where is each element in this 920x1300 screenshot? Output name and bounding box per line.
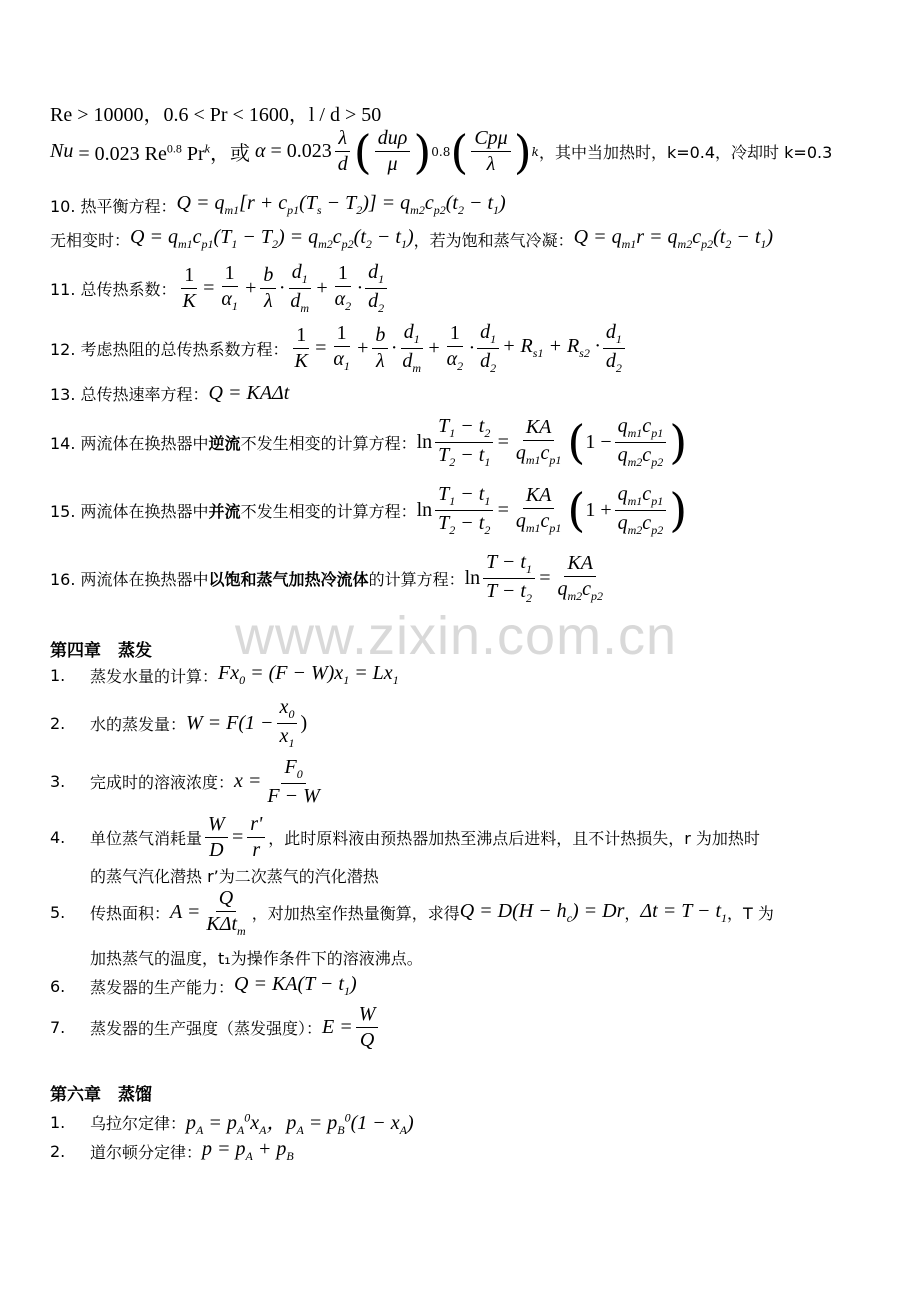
re-condition: Re > 10000，0.6 < Pr < 1600，l / d > 50: [50, 104, 382, 126]
ch4-item-7: 7. 蒸发器的生产强度（蒸发强度）： E = $\frac{W}{Q}$: [50, 1004, 381, 1051]
ch6-item-1: 1. 乌拉尔定律： $p_A = p_A^0x_A$，$p_A = p_B^0(1 - x_A)$: [50, 1110, 414, 1137]
item-10: 10. 热平衡方程： $Q = q_{m1}[r + c_{p1}(T_s - T_2)] = q_{m2}c_{p2}(t_2 - t_1)$: [50, 192, 506, 217]
no-phase-line: 无相变时： $Q = q_{m1}c_{p1}(T_1 - T_2) = q_{m2}c_{p2}(t_2 - t_1)$ ，若为饱和蒸气冷凝： $Q = q_{m1}r = q_{m2}c_{p2}(t_2 - t_1)$: [50, 226, 774, 251]
ch4-item-4: 4. 单位蒸气消耗量 $\frac{W}{D}$ = $\frac{r'}{r}$ ，此时原料液由预热器加热至沸点后进料，且不计热损失，r 为加热时: [50, 813, 760, 861]
item-16: 16. 两流体在换热器中 以饱和蒸气加热冷流体 的计算方程： ln $\frac{T - t_1}{T - t_2}$ = $\frac{KA}{q_{m2}c_{p2}}$: [50, 551, 604, 605]
item-14: 14. 两流体在换热器中 逆流 不发生相变的计算方程： ln $\frac{T_1 - t_2}{T_2 - t_1}$ = $\frac{KA}{q_{m1}c_{p1}}$ ( 1 − $\frac{q_{m1}c_{p1}}{q_{m2}c_{p2}}$ ): [50, 415, 688, 470]
ch4-item-3: 3. 完成时的溶液浓度： x = $\frac{F_0}{F - W}$: [50, 756, 320, 807]
ch4-item-4-cont: 的蒸气汽化潜热 r’为二次蒸气的汽化潜热: [90, 867, 379, 886]
ch4-item-2: 2. 水的蒸发量： W = F(1 − $\frac{x_0}{x_1}$ ): [50, 696, 308, 750]
nu-equation: Nu = 0.023 $Re^{0.8}$ Pr$^k$，或 α = 0.023 $\frac{\lambda}{d}$ ( $\frac{\text{duρ}}{\mu}$ ) 0.8 ( $\frac{\text{Cpμ}}{\lambda}$ ) k ，其中当加热时，k=0.4，冷却时 k=0.3: [50, 124, 833, 179]
item-15: 15. 两流体在换热器中 并流 不发生相变的计算方程： ln $\frac{T_1 - t_1}{T_2 - t_2}$ = $\frac{KA}{q_{m1}c_{p1}}$ ( 1 + $\frac{q_{m1}c_{p1}}{q_{m2}c_{p2}}$ ): [50, 483, 688, 538]
nu-note: ，其中当加热时，k=0.4，冷却时 k=0.3: [538, 143, 833, 162]
chapter-6-title: 第六章 蒸馏: [50, 1085, 152, 1105]
item-13: 13. 总传热速率方程： Q = KAΔt: [50, 382, 290, 404]
ch6-item-2: 2. 道尔顿分定律： $p = p_A + p_B$: [50, 1138, 294, 1163]
item-12: 12. 考虑热阻的总传热系数方程： $\frac{1}{K}$ = $\frac{1}{\alpha_1}$ + $\frac{b}{\lambda}$ · $\frac{d_1}{d_m}$ + $\frac{1}{\alpha_2}$ · $\frac{d_1}{d_2}$ + $R_{s1} + R_{s2}$ · $\frac{d_1}{d_2}$: [50, 322, 628, 374]
ch4-item-6: 6. 蒸发器的生产能力： $Q = KA(T - t_1)$: [50, 973, 357, 998]
watermark: www.zixin.com.cn: [235, 606, 678, 666]
ch4-item-1: 1. 蒸发水量的计算： $Fx_0 = (F - W)x_1 = Lx_1$: [50, 662, 399, 687]
chapter-4-title: 第四章 蒸发: [50, 641, 152, 661]
item-11: 11. 总传热系数： $\frac{1}{K}$ = $\frac{1}{\alpha_1}$ + $\frac{b}{\lambda}$ · $\frac{d_1}{d_m}$ + $\frac{1}{\alpha_2}$ · $\frac{d_1}{d_2}$: [50, 262, 390, 314]
ch4-item-5-cont: 加热蒸气的温度，t₁为操作条件下的溶液沸点。: [90, 949, 423, 968]
ch4-item-5: 5. 传热面积： A = $\frac{Q}{K\Delta t_m}$ ，对加热室作热量衡算，求得 $Q = D(H - h_c) = Dr$ ， $\Delta t = T - t_1$ ，T 为: [50, 887, 774, 938]
